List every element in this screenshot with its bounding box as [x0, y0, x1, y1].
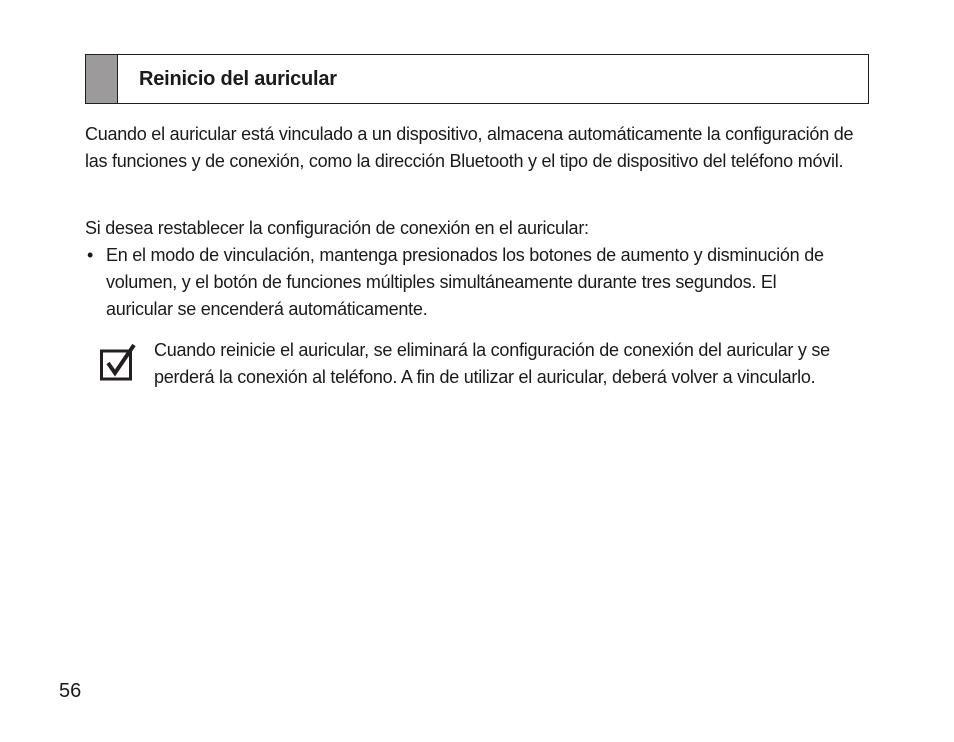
- section-header-tab: [86, 55, 118, 103]
- checkbox-note-icon: [100, 343, 136, 381]
- bullet-text: En el modo de vinculación, mantenga presionados los botones de aumento y disminución de volumen, y el botón de funciones múltiples simultáneamente durante tres segundos. El auricular se encenderá automáticamente.: [106, 245, 824, 319]
- list-item: [85, 242, 855, 323]
- page-number: 56: [59, 680, 82, 702]
- instruction-paragraph: Si desea restablecer la configuración de conexión en el auricular:: [85, 218, 589, 238]
- section-title: Reinicio del auricular: [139, 67, 337, 90]
- bullet-marker: •: [87, 245, 94, 265]
- note-text: Cuando reinicie el auricular, se eliminará la configuración de conexión del auricular y se perderá la conexión al teléfono. A fin de utilizar el auricular, deberá volver a vincularlo.: [154, 340, 830, 387]
- intro-paragraph: Cuando el auricular está vinculado a un dispositivo, almacena automáticamente la configuración de las funciones y de conexión, como la dirección Bluetooth y el tipo de dispositivo del teléfono móvil.: [85, 124, 854, 171]
- section-header: [85, 54, 869, 104]
- bullet-list: [85, 242, 855, 323]
